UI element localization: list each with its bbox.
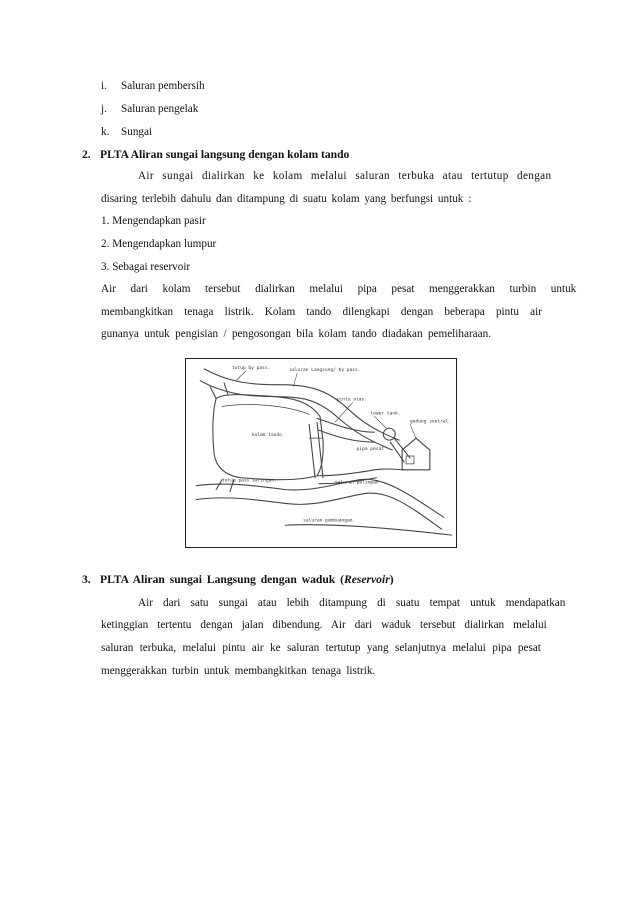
label-tutup-pass-saringan: tutup pass saringan. <box>222 478 277 484</box>
label-pipa-pesat: pipa pesat <box>356 447 384 453</box>
list-item-k: Sungai <box>121 126 153 138</box>
section-2-item-2: 2. Mengendapkan lumpur <box>101 238 217 250</box>
section-3-title-plain: PLTA Aliran sungai Langsung dengan waduk ( <box>100 573 344 586</box>
section-2-para1-line2: disaring terlebih dahulu dan ditampung di suatu kolam yang berfungsi untuk : <box>101 193 472 205</box>
label-kolam-tando: kolam tando <box>251 433 282 439</box>
section-3-line1: Air dari satu sungai atau lebih ditampung di suatu tempat untuk mendapatkan <box>138 597 566 609</box>
list-marker-j: j. <box>101 103 107 115</box>
section-2-para2-line1: Air dari kolam tersebut dialirkan melalui pipa pesat menggerakkan turbin untuk <box>101 283 577 295</box>
list-marker-i: i. <box>101 80 107 92</box>
section-3-title-italic: Reservoir <box>343 573 390 586</box>
section-3-number: 3. <box>82 573 91 586</box>
section-3-line3: saluran terbuka, melalui pintu air ke saluran tertutup yang selanjutnya melalui pipa pesat <box>101 642 541 654</box>
label-tower-tank: tower tank. <box>370 411 401 417</box>
section-3-title <box>100 573 394 587</box>
section-3-line2: ketinggian tertentu dengan jalan dibendung. Air dari waduk tersebut dialirkan melalui <box>101 619 547 631</box>
label-pintu-atas: pintu atas. <box>336 397 367 403</box>
list-marker-k: k. <box>101 126 110 138</box>
label-saluran-pelimpah: saluran pelimpah <box>334 480 379 486</box>
section-2-para1-line1 <box>138 169 561 183</box>
section-2-para2-line3: gunanya untuk pengisian / pengosongan bila kolam tando diadakan pemeliharaan. <box>101 328 491 340</box>
section-2-number: 2. <box>82 148 91 161</box>
list-item-j: Saluran pengelak <box>121 103 199 115</box>
label-saluran-langsung: saluran Langsung/ by pass. <box>289 367 361 373</box>
section-2-item-3: 3. Sebagai reservoir <box>101 261 191 273</box>
section-2-title: PLTA Aliran sungai langsung dengan kolam tando <box>100 148 350 161</box>
para-text: Air sungai dialirkan ke kolam melalui saluran terbuka atau tertutup dengan <box>138 170 552 182</box>
figure-kolam-tando-diagram <box>185 358 457 548</box>
label-saluran-pembuangan: saluran pembuangan. <box>303 518 356 524</box>
section-3-line4: menggerakkan turbin untuk membangkitkan tenaga listrik. <box>101 665 376 677</box>
section-3-title-end: ) <box>389 573 394 586</box>
diagram-sketch <box>186 359 456 547</box>
label-tutup-by-pass: tutup by pass. <box>231 365 271 371</box>
section-2-item-1: 1. Mengendapkan pasir <box>101 215 206 227</box>
label-gedung-sentral: gedung sentral. <box>410 419 452 425</box>
section-2-para2-line2: membangkitkan tenaga listrik. Kolam tando dilengkapi dengan beberapa pintu air <box>101 306 542 318</box>
list-item-i: Saluran pembersih <box>121 80 205 92</box>
